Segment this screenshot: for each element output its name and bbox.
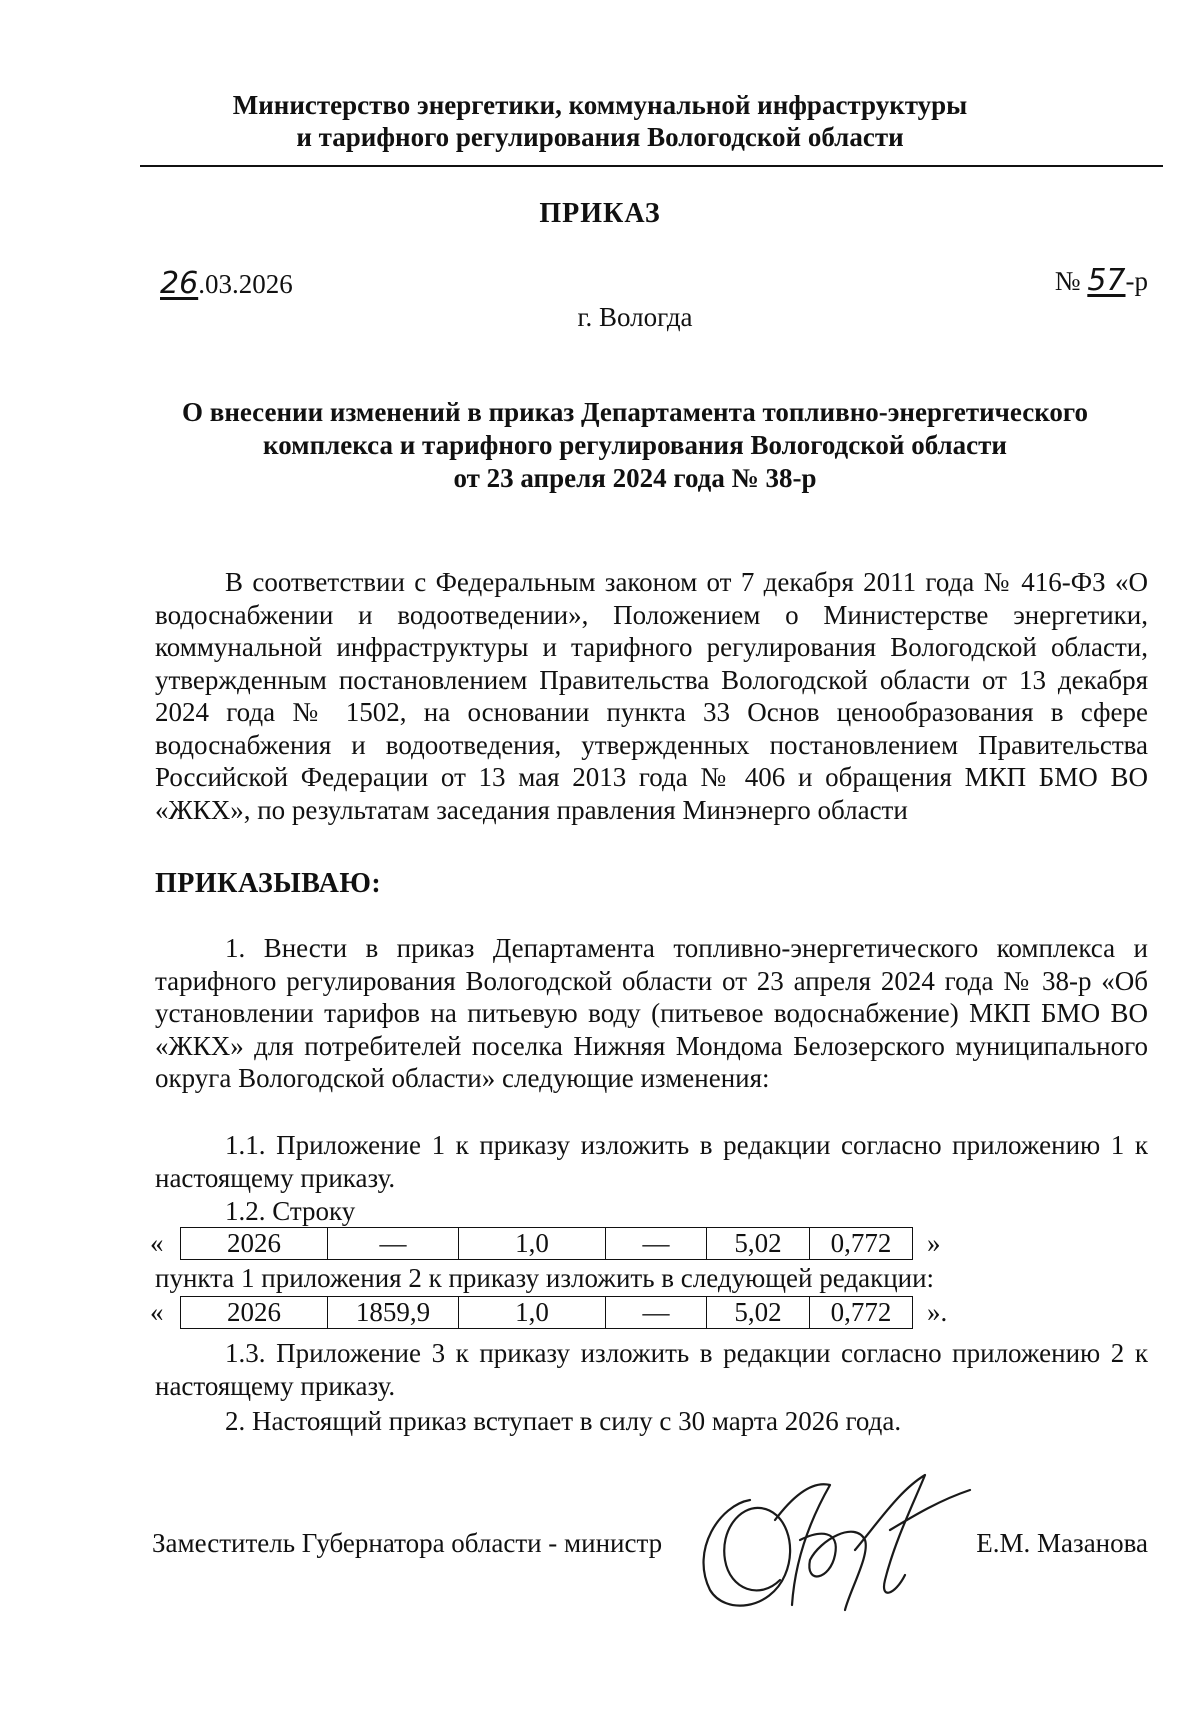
number-suffix: -р — [1125, 266, 1148, 296]
subject-line3: от 23 апреля 2024 года № 38-р — [453, 463, 817, 493]
table-cell: — — [606, 1296, 707, 1328]
date-month-year: .03.2026 — [198, 269, 293, 299]
signatory-title: Заместитель Губернатора области - министр — [152, 1528, 663, 1558]
open-quote: « — [150, 1227, 164, 1258]
new-row-table — [180, 1296, 913, 1329]
order-directive: ПРИКАЗЫВАЮ: — [155, 868, 382, 899]
ministry-name-line1: Министерство энергетики, коммунальной инфраструктуры — [232, 90, 968, 120]
close-quote: ». — [927, 1296, 948, 1327]
handwritten-number: 57 — [1087, 263, 1126, 298]
subject-line2: комплекса и тарифного регулирования Вологодской области — [263, 430, 1007, 460]
table-cell: 1,0 — [459, 1227, 606, 1259]
old-tariff-row — [150, 1226, 941, 1260]
item-1-2-continuation: пункта 1 приложения 2 к приказу изложить в следующей редакции: — [155, 1263, 935, 1293]
item-1-3-paragraph: 1.3. Приложение 3 к приказу изложить в редакции согласно приложению 2 к настоящему приказу. — [155, 1338, 1148, 1401]
ministry-name-line2: и тарифного регулирования Вологодской области — [296, 122, 904, 152]
table-cell: 2026 — [181, 1227, 328, 1259]
open-quote: « — [150, 1296, 164, 1327]
signatory-name: Е.М. Мазанова — [976, 1528, 1148, 1558]
order-subject — [0, 396, 1200, 495]
subject-line1: О внесении изменений в приказ Департамента топливно-энергетического — [181, 397, 1088, 427]
table-cell: 5,02 — [707, 1296, 810, 1328]
table-cell: — — [606, 1227, 707, 1259]
close-quote: » — [927, 1227, 941, 1258]
handwritten-day: 26 — [160, 266, 199, 301]
table-cell: 5,02 — [707, 1227, 810, 1259]
new-tariff-row — [150, 1295, 947, 1329]
item-1-1-paragraph: 1.1. Приложение 1 к приказу изложить в редакции согласно приложению 1 к настоящему приказу. — [155, 1130, 1148, 1193]
order-title: ПРИКАЗ — [539, 198, 661, 229]
order-number — [1055, 263, 1148, 298]
order-city: г. Вологда — [577, 302, 693, 332]
table-cell: 2026 — [181, 1296, 328, 1328]
item-2-paragraph: 2. Настоящий приказ вступает в силу с 30 марта 2026 года. — [225, 1406, 902, 1436]
table-cell: 0,772 — [810, 1296, 913, 1328]
item-1-2-paragraph: 1.2. Строку — [225, 1196, 356, 1226]
number-sign: № — [1054, 266, 1081, 296]
table-cell: — — [328, 1227, 459, 1259]
old-row-table — [180, 1227, 913, 1260]
handwritten-signature — [680, 1460, 980, 1620]
table-cell: 0,772 — [810, 1227, 913, 1259]
order-date — [160, 266, 293, 301]
header-divider — [140, 165, 1163, 167]
table-cell: 1859,9 — [328, 1296, 459, 1328]
table-cell: 1,0 — [459, 1296, 606, 1328]
preamble-paragraph: В соответствии с Федеральным законом от 7 декабря 2011 года № 416-ФЗ «О водоснабжении и водоотведении», Положением о Министерстве энергетики, коммунальной инфраструктуры и тарифного регулирования Вологодской области, утвержденным постановлением Правительства Вологодской области от 13 декабря 2024 года № 1502, на основании пункта 33 Основ ценообразования в сфере водоснабжения и водоотведения, утвержденных постановлением Правительства Российской Федерации от 13 мая 2013 года № 406 и обращения МКП БМО ВО «ЖКХ», по результатам заседания правления Минэнерго области — [155, 567, 1148, 825]
item-1-paragraph: 1. Внести в приказ Департамента топливно-энергетического комплекса и тарифного регулирования Вологодской области от 23 апреля 2024 года № 38-р «Об установлении тарифов на питьевую воду (питьевое водоснабжение) МКП БМО ВО «ЖКХ» для потребителей поселка Нижняя Мондома Белозерского муниципального округа Вологодской области» следующие изменения: — [155, 933, 1148, 1093]
